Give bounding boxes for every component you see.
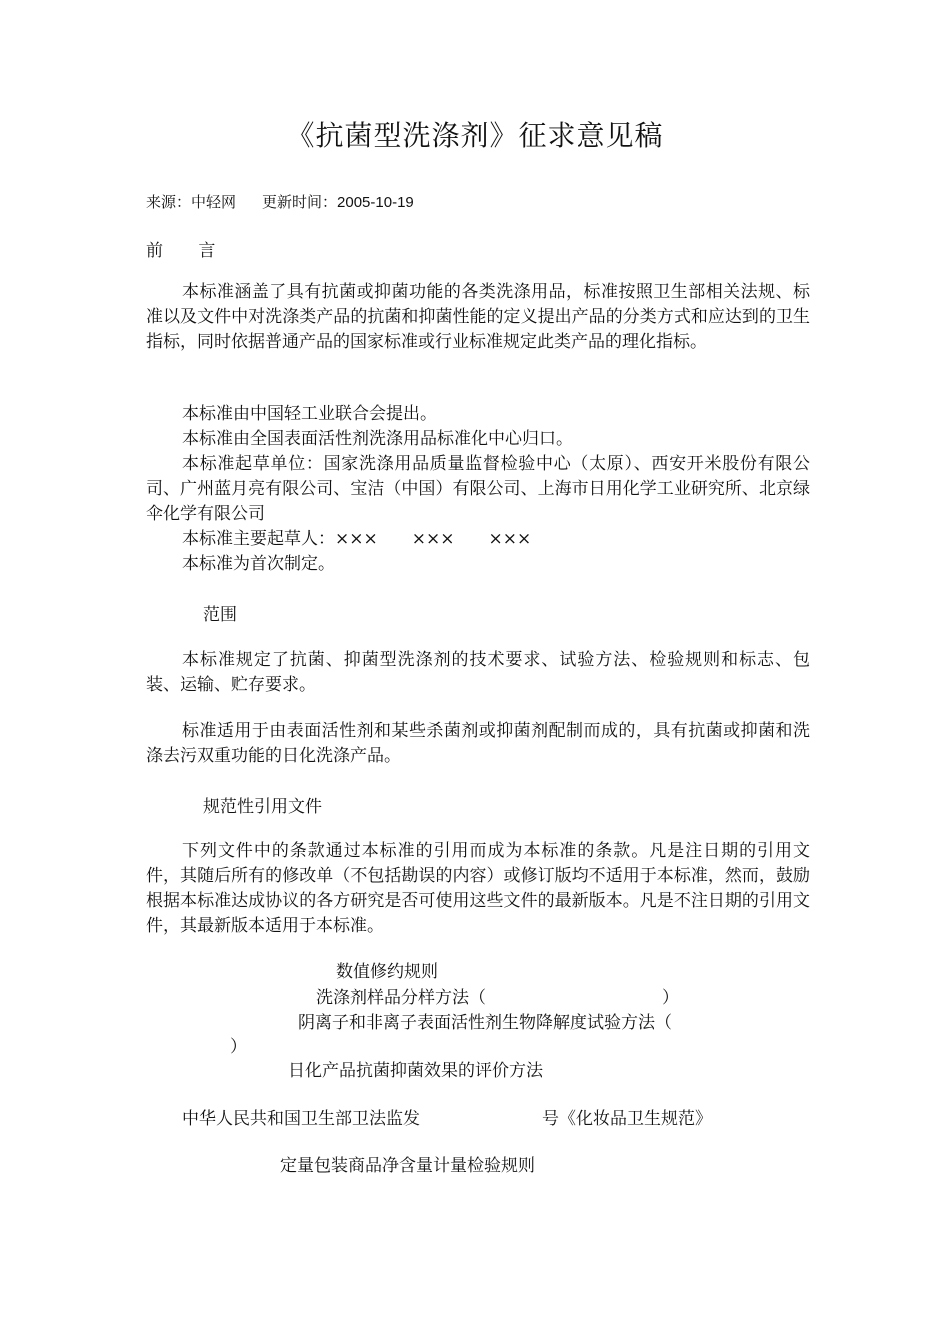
source-line bbox=[146, 191, 414, 212]
foreword-line-authors: 本标准主要起草人：××× ××× ××× bbox=[182, 529, 532, 549]
scope-paragraph-2: 标准适用于由表面活性剂和某些杀菌剂或抑菌剂配制而成的，具有抗菌或抑菌和洗涤去污双重功能的日化洗涤产品。 bbox=[146, 721, 810, 766]
update-label: 更新时间： bbox=[262, 193, 338, 211]
update-date: 2005-10-19 bbox=[337, 194, 414, 211]
references-heading: 规范性引用文件 bbox=[203, 797, 322, 817]
reference-item-3-close: ） bbox=[230, 1037, 247, 1057]
reference-item-5-part-2: 号《化妆品卫生规范》 bbox=[542, 1109, 712, 1129]
foreword-line-proposer: 本标准由中国轻工业联合会提出。 bbox=[182, 404, 437, 424]
reference-item-3: 阴离子和非离子表面活性剂生物降解度试验方法（ bbox=[298, 1013, 672, 1033]
references-paragraph: 下列文件中的条款通过本标准的引用而成为本标准的条款。凡是注日期的引用文件，其随后所有的修改单（不包括勘误的内容）或修订版均不适用于本标准，然而，鼓励根据本标准达成协议的各方研究是否可使用这些文件的最新版本。凡是不注日期的引用文件，其最新版本适用于本标准。 bbox=[146, 841, 810, 936]
document-title: 《抗菌型洗涤剂》征求意见稿 bbox=[286, 119, 664, 152]
reference-item-4: 日化产品抗菌抑菌效果的评价方法 bbox=[288, 1061, 543, 1081]
scope-heading: 范围 bbox=[203, 605, 237, 625]
foreword-paragraph-drafters: 本标准起草单位：国家洗涤用品质量监督检验中心（太原）、西安开米股份有限公司、广州蓝月亮有限公司、宝洁（中国）有限公司、上海市日用化学工业研究所、北京绿伞化学有限公司 bbox=[146, 454, 810, 524]
source-label: 来源：中轻网 bbox=[146, 193, 237, 211]
reference-item-6: 定量包装商品净含量计量检验规则 bbox=[280, 1156, 535, 1176]
foreword-line-first-edition: 本标准为首次制定。 bbox=[182, 554, 335, 574]
reference-item-2: 洗涤剂样品分样方法（ bbox=[316, 988, 486, 1008]
reference-item-2-close: ） bbox=[662, 988, 679, 1008]
reference-item-5-part-1: 中华人民共和国卫生部卫法监发 bbox=[182, 1109, 420, 1129]
foreword-line-centralized: 本标准由全国表面活性剂洗涤用品标准化中心归口。 bbox=[182, 429, 573, 449]
foreword-paragraph-1: 本标准涵盖了具有抗菌或抑菌功能的各类洗涤用品，标准按照卫生部相关法规、标准以及文件中对洗涤类产品的抗菌和抑菌性能的定义提出产品的分类方式和应达到的卫生指标，同时依据普通产品的国家标准或行业标准规定此类产品的理化指标。 bbox=[146, 282, 810, 352]
foreword-heading: 前 言 bbox=[146, 241, 216, 261]
scope-paragraph-1: 本标准规定了抗菌、抑菌型洗涤剂的技术要求、试验方法、检验规则和标志、包装、运输、贮存要求。 bbox=[146, 650, 810, 695]
reference-item-1: 数值修约规则 bbox=[336, 962, 438, 982]
